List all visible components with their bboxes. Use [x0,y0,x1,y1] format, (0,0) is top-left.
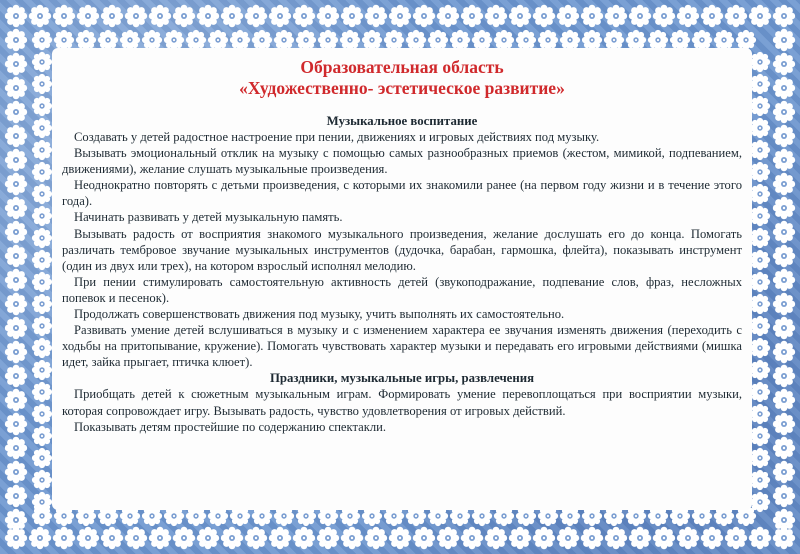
lace-flower [557,5,579,27]
lace-flower [32,96,52,116]
lace-flower [317,5,339,27]
lace-flower [557,527,579,549]
lace-flower [701,5,723,27]
lace-flower [32,118,52,138]
lace-flower [750,228,770,248]
lace-flower [725,5,747,27]
lace-flower [773,317,795,339]
lace-flower [125,527,147,549]
lace-flower [5,77,27,99]
paragraph: Начинать развивать у детей музыкальную память. [74,210,343,225]
lace-flower [101,527,123,549]
lace-flower [773,461,795,483]
lace-flower [773,437,795,459]
lace-flower [750,206,770,226]
lace-flower [32,140,52,160]
lace-flower [773,365,795,387]
lace-flower [413,5,435,27]
lace-flower [750,338,770,358]
lace-flower [750,426,770,446]
lace-flower [245,5,267,27]
lace-flower [77,527,99,549]
lace-flower [221,5,243,27]
lace-flower [773,413,795,435]
lace-flower [677,5,699,27]
lace-flower [750,162,770,182]
lace-flower [750,184,770,204]
lace-flower [773,509,795,531]
lace-flower [773,5,795,27]
lace-flower [773,245,795,267]
lace-flower [32,382,52,402]
lace-flower [32,30,52,50]
lace-flower [389,527,411,549]
lace-flower [32,316,52,336]
lace-flower [773,101,795,123]
lace-flower [365,527,387,549]
lace-flower [605,527,627,549]
lace-flower [485,527,507,549]
lace-flower [629,527,651,549]
lace-flower [750,382,770,402]
lace-flower [750,448,770,468]
lace-flower [5,221,27,243]
lace-flower [749,527,771,549]
lace-flower [5,365,27,387]
lace-flower [341,527,363,549]
lace-flower [5,437,27,459]
lace-flower [5,245,27,267]
lace-flower [32,206,52,226]
lace-flower [749,5,771,27]
lace-flower [32,52,52,72]
lace-flower [533,5,555,27]
lace-flower [750,492,770,512]
lace-flower [701,527,723,549]
title-line-1: Образовательная область [300,57,504,77]
lace-flower [5,461,27,483]
lace-flower [149,5,171,27]
lace-flower [29,5,51,27]
lace-flower [750,140,770,160]
lace-flower [581,5,603,27]
paragraph: Вызывать радость от восприятия знакомого музыкального произведения, желание дослушать его до конца. Помогать различать тембровое звучание музыкальных инструментов (дудочка, барабан, гармошка, флейта), показывать инструмент (один из двух или трех), на котором взрослый исполнял мелодию. [62,226,742,273]
lace-flower [773,389,795,411]
lace-flower [293,527,315,549]
title-line-2: «Художественно- эстетическое развитие» [239,78,565,98]
lace-flower [461,5,483,27]
lace-flower [773,269,795,291]
lace-flower [413,527,435,549]
paragraph: Вызывать эмоциональный отклик на музыку с помощью самых разнообразных приемов (жестом, мимикой, подпеванием, движениями), желание слушать музыкальные произведения. [62,146,742,177]
lace-flower [5,269,27,291]
lace-flower [32,448,52,468]
section-heading-music: Музыкальное воспитание [326,114,478,128]
lace-flower [773,293,795,315]
lace-flower [5,197,27,219]
lace-flower [101,5,123,27]
lace-flower [197,5,219,27]
lace-flower [32,360,52,380]
lace-flower [750,96,770,116]
lace-flower [5,53,27,75]
lace-flower [773,29,795,51]
lace-flower [437,527,459,549]
lace-flower [750,74,770,94]
lace-flower [5,29,27,51]
paragraph: Показывать детям простейшие по содержанию спектакли. [74,419,387,434]
lace-flower [5,125,27,147]
lace-flower [29,527,51,549]
lace-flower [750,250,770,270]
lace-flower [5,341,27,363]
lace-flower [773,221,795,243]
lace-flower [365,5,387,27]
lace-flower [245,527,267,549]
lace-flower [5,5,27,27]
paragraph: Развивать умение детей вслушиваться в музыку и с изменением характера ее звучания изменять движения (переходить с ходьбы на притопывание, кружение). Помогать чувствовать характер музыки и передавать его игровыми действиями (мишка идет, зайка прыгает, птичка клюет). [62,323,742,370]
lace-flower [750,360,770,380]
lace-flower [221,527,243,549]
lace-flower [32,338,52,358]
lace-flower [605,5,627,27]
lace-flower [773,125,795,147]
lace-flower [293,5,315,27]
section-heading-holidays: Праздники, музыкальные игры, развлечения [269,371,535,386]
lace-flower [53,5,75,27]
lace-flower [773,53,795,75]
page-title [62,57,742,99]
lace-flower [269,5,291,27]
lace-flower [125,5,147,27]
lace-flower [173,5,195,27]
paragraph: При пении стимулировать самостоятельную активность детей (звукоподражание, подпевание слов, фраз, несложных попевок и песенок). [62,274,742,305]
lace-flower [149,527,171,549]
lace-flower [750,470,770,490]
lace-flower [750,52,770,72]
lace-flower [773,149,795,171]
lace-flower [509,527,531,549]
lace-flower [77,5,99,27]
lace-flower [5,293,27,315]
lace-flower [5,173,27,195]
lace-flower [629,5,651,27]
content [62,57,742,435]
lace-flower [5,317,27,339]
lace-flower [32,426,52,446]
paragraph: Приобщать детей к сюжетным музыкальным играм. Формировать умение перевоплощаться при восприятии музыки, которая сопровождает игру. Вызывать радость, чувство удовлетворения от игровых действий. [62,387,742,418]
paragraph: Продолжать совершенствовать движения под музыку, учить выполнять их самостоятельно. [74,307,565,322]
lace-flower [750,272,770,292]
lace-flower [750,294,770,314]
lace-flower [773,485,795,507]
lace-flower [5,149,27,171]
lace-flower [32,470,52,490]
lace-flower [5,485,27,507]
lace-flower [32,184,52,204]
lace-flower [5,413,27,435]
lace-flower [725,527,747,549]
lace-flower [32,74,52,94]
lace-flower [437,5,459,27]
lace-flower [32,272,52,292]
lace-flower [750,316,770,336]
lace-flower [269,527,291,549]
lace-flower [389,5,411,27]
lace-flower [5,101,27,123]
lace-flower [677,527,699,549]
lace-flower [32,404,52,424]
lace-flower [773,173,795,195]
lace-flower [750,118,770,138]
lace-flower [5,389,27,411]
lace-flower [5,509,27,531]
lace-flower [32,250,52,270]
lace-flower [533,527,555,549]
lace-flower [773,77,795,99]
lace-flower [32,162,52,182]
lace-flower [653,5,675,27]
lace-flower [773,197,795,219]
lace-flower [173,527,195,549]
lace-flower [750,404,770,424]
lace-flower [773,341,795,363]
lace-flower [197,527,219,549]
lace-flower [32,492,52,512]
lace-flower [485,5,507,27]
lace-flower [581,527,603,549]
lace-flower [461,527,483,549]
lace-flower [53,527,75,549]
lace-flower [653,527,675,549]
lace-flower [317,527,339,549]
lace-flower [32,228,52,248]
lace-flower [32,294,52,314]
paragraph: Неоднократно повторять с детьми произведения, с которыми их знакомили ранее (на первом году жизни и в течение этого года). [62,178,742,209]
lace-flower [509,5,531,27]
paragraph: Создавать у детей радостное настроение при пении, движениях и игровых действиях под музыку. [74,130,600,144]
lace-flower [341,5,363,27]
